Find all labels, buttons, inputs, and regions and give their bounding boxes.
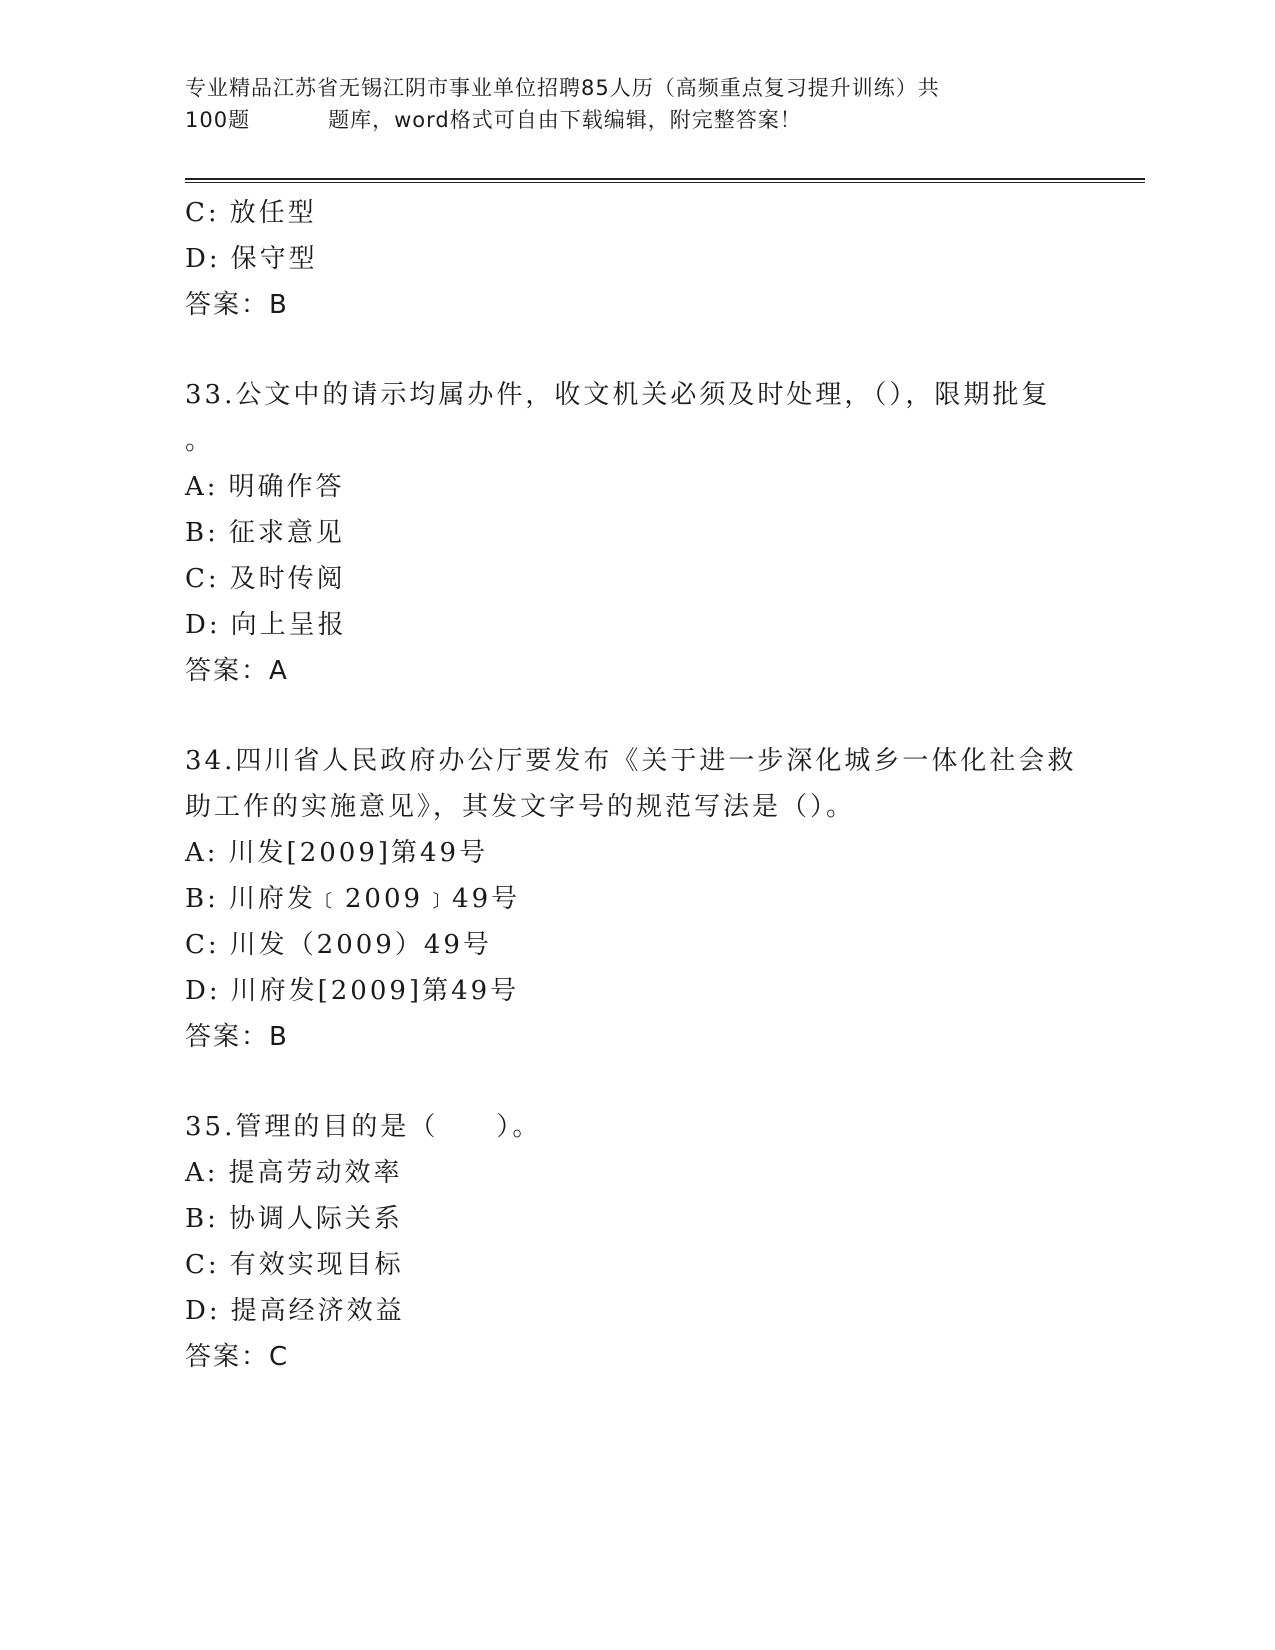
question-stem-line-1: 33.公文中的请示均属办件，收文机关必须及时处理，（），限期批复 xyxy=(185,380,1051,410)
answer-line: 答案：B xyxy=(185,290,289,320)
option-text: 川发[2009]第49号 xyxy=(228,838,489,868)
option-label: C: xyxy=(185,198,220,228)
option-d xyxy=(185,1288,1085,1334)
option-c xyxy=(185,1242,1085,1288)
question-33 xyxy=(185,372,1085,694)
header-divider-thick xyxy=(185,178,1145,180)
answer-line: 答案：A xyxy=(185,656,289,686)
option-a xyxy=(185,464,1085,510)
option-label: C: xyxy=(185,564,220,594)
option-text: 川发（2009）49号 xyxy=(229,930,492,960)
option-d xyxy=(185,968,1085,1014)
option-label: D: xyxy=(185,1296,221,1326)
header-title-suffix: 题库，word格式可自由下载编辑，附完整答案！ xyxy=(328,108,802,132)
option-label: D: xyxy=(185,976,221,1006)
question-34 xyxy=(185,738,1085,1060)
option-d xyxy=(185,602,1085,648)
option-d xyxy=(185,236,1085,282)
option-a xyxy=(185,830,1085,876)
option-c xyxy=(185,922,1085,968)
header-title-line-1: 专业精品江苏省无锡江阴市事业单位招聘85人历（高频重点复习提升训练）共 xyxy=(185,76,940,100)
option-label: D: xyxy=(185,610,221,640)
option-b xyxy=(185,510,1085,556)
option-label: B: xyxy=(185,884,219,914)
option-text: 及时传阅 xyxy=(229,564,346,594)
question-35 xyxy=(185,1104,1085,1380)
option-label: B: xyxy=(185,1204,219,1234)
option-label: D: xyxy=(185,244,221,274)
option-label: C: xyxy=(185,930,220,960)
option-c xyxy=(185,190,1085,236)
question-stem-line-1: 35.管理的目的是（ ）。 xyxy=(185,1112,542,1142)
header-title-line-2 xyxy=(185,104,1085,136)
option-text: 协调人际关系 xyxy=(228,1204,403,1234)
header-divider-thin xyxy=(185,182,1145,183)
option-text: 向上呈报 xyxy=(230,610,347,640)
option-label: C: xyxy=(185,1250,220,1280)
answer-line: 答案：B xyxy=(185,1022,289,1052)
answer-line: 答案：C xyxy=(185,1342,290,1372)
question-stem-line-1: 34.四川省人民政府办公厅要发布《关于进一步深化城乡一体化社会救 xyxy=(185,746,1077,776)
option-label: A: xyxy=(185,1158,219,1188)
prev-question-block xyxy=(185,190,1085,328)
option-text: 提高经济效益 xyxy=(230,1296,405,1326)
question-stem-line-2: 助工作的实施意见》，其发文字号的规范写法是（）。 xyxy=(185,792,856,822)
option-label: A: xyxy=(185,838,219,868)
option-text: 川府发[2009]第49号 xyxy=(230,976,520,1006)
option-label: B: xyxy=(185,518,219,548)
document-header xyxy=(185,72,1085,136)
question-stem-line-2: 。 xyxy=(185,426,215,456)
option-label: A: xyxy=(185,472,219,502)
option-c xyxy=(185,556,1085,602)
option-b xyxy=(185,1196,1085,1242)
option-text: 征求意见 xyxy=(228,518,345,548)
question-content xyxy=(185,190,1085,1380)
option-b xyxy=(185,876,1085,922)
option-text: 提高劳动效率 xyxy=(228,1158,403,1188)
option-text: 放任型 xyxy=(229,198,317,228)
option-text: 明确作答 xyxy=(228,472,345,502)
option-a xyxy=(185,1150,1085,1196)
option-text: 川府发﹝2009﹞49号 xyxy=(228,884,521,914)
option-text: 保守型 xyxy=(230,244,318,274)
header-title-count: 100题 xyxy=(185,108,251,132)
option-text: 有效实现目标 xyxy=(229,1250,404,1280)
